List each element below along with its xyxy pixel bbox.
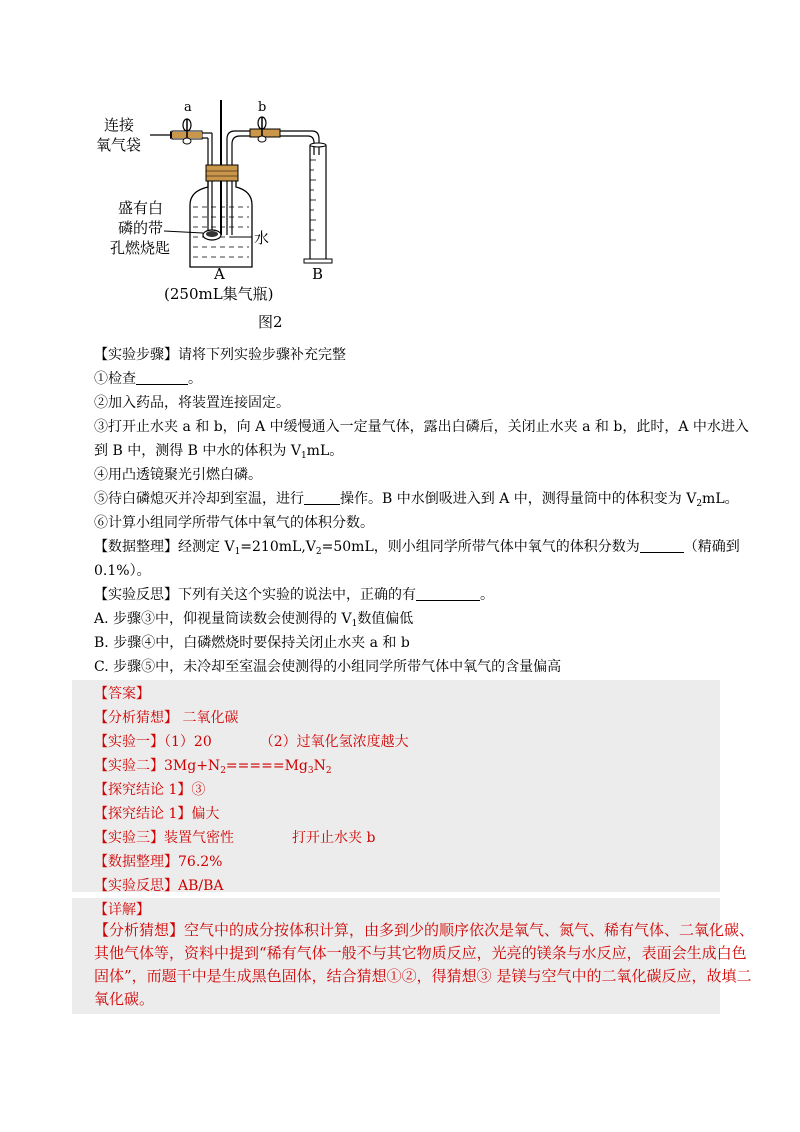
answer-experiment-3: 【实验三】装置气密性 打开止水夹 b — [94, 830, 376, 846]
detail-line-3: 固体”，而题干中是生成黑色固体，结合猜想①②，得猜想③ 是镁与空气中的二氧化碳反应，故填二 — [94, 967, 752, 985]
detail-heading: 【详解】 — [94, 902, 150, 918]
reflection-option-a: A. 步骤③中，仰视量筒读数会使测得的 $V_1$数值偏低 — [94, 611, 414, 629]
steps-heading: 【实验步骤】请将下列实验步骤补充完整 — [94, 347, 346, 363]
step-5: ⑤待白磷熄灭并冷却到室温，进行 操作。B 中水倒吸进入到 A 中，测得量筒中的体积变为 $V_2mL$。 — [94, 491, 739, 509]
step-6: ⑥计算小组同学所带气体中氧气的体积分数。 — [94, 515, 374, 531]
reflection-option-c: C. 步骤⑤中，未冷却至室温会使测得的小组同学所带气体中氧气的含量偏高 — [94, 659, 562, 675]
reflection-option-b: B. 步骤④中，白磷燃烧时要保持关闭止水夹 a 和 b — [94, 635, 410, 651]
label-spoon-line3: 孔燃烧匙 — [110, 239, 171, 257]
step-3-line1: ③打开止水夹 a 和 b，向 A 中缓慢通入一定量气体，露出白磷后，关闭止水夹 a 和 b，此时，A 中水进入 — [94, 419, 749, 435]
label-bottle: (250mL集气瓶) — [164, 285, 274, 303]
label-a: a — [184, 100, 192, 115]
apparatus-diagram — [90, 95, 350, 325]
label-spoon-line2: 磷的带 — [118, 219, 164, 237]
step-2: ②加入药品，将装置连接固定。 — [94, 395, 290, 411]
label-b: b — [258, 100, 267, 115]
label-water: 水 — [254, 229, 270, 247]
label-connect-line2: 氧气袋 — [96, 136, 142, 154]
detail-line-2: 其他气体等，资料中提到“稀有气体一般不与其它物质反应，光亮的镁条与水反应，表面会生成白色 — [94, 944, 747, 962]
step-3-line2: 到 B 中，测得 B 中水的体积为 $V_1mL$。 — [94, 443, 344, 461]
figure-caption: 图2 — [258, 313, 283, 331]
label-B: B — [312, 265, 324, 283]
detail-line-4: 氧化碳。 — [94, 990, 155, 1008]
label-connect-line1: 连接 — [104, 116, 135, 134]
detail-line-1: 【分析猜想】空气中的成分按体积计算，由多到少的顺序依次是氧气、氮气、稀有气体、二氧化碳、 — [94, 921, 755, 939]
answer-experiment-1: 【实验一】（1）20 （2）过氧化氢浓度越大 — [94, 734, 409, 750]
answer-reflection: 【实验反思】AB/BA — [94, 878, 224, 894]
label-A: A — [214, 265, 225, 283]
answer-conclusion-1a: 【探究结论 1】③ — [94, 782, 206, 798]
answer-data-arrangement: 【数据整理】76.2% — [94, 854, 223, 870]
step-4: ④用凸透镜聚光引燃白磷。 — [94, 467, 262, 483]
answer-heading: 【答案】 — [94, 686, 150, 702]
answer-conclusion-1b: 【探究结论 1】偏大 — [94, 806, 220, 822]
data-arrangement-line1: 【数据整理】经测定 $V_1=210mL,V_2=50mL$，则小组同学所带气体中氧气的体积分数为 （精确到 — [94, 539, 740, 557]
label-spoon-line1: 盛有白 — [118, 199, 164, 217]
answer-experiment-2: 【实验二】$3Mg+N_2=====Mg_3N_2$ — [94, 758, 332, 776]
reflection-question: 【实验反思】下列有关这个实验的说法中，正确的有 。 — [94, 587, 494, 603]
data-arrangement-line2: 0.1%）。 — [94, 563, 151, 579]
step-1: ①检查 。 — [94, 371, 202, 387]
answer-analysis-guess: 【分析猜想】 二氧化碳 — [94, 710, 239, 726]
